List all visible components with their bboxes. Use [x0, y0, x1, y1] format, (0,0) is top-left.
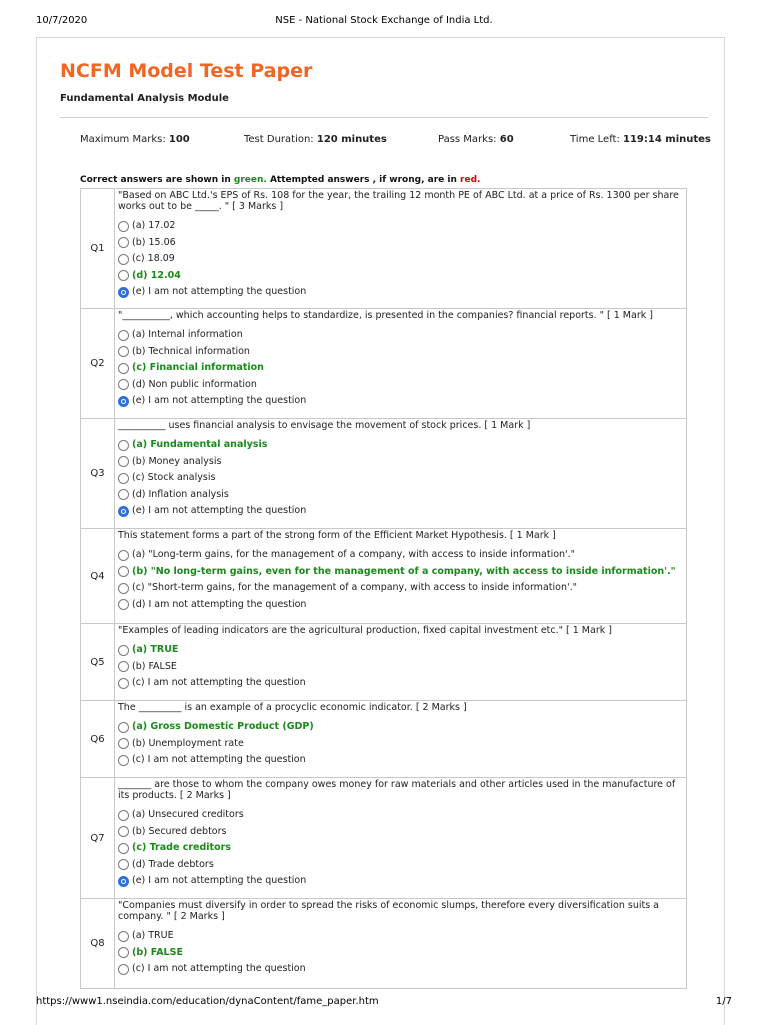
radio-button[interactable]: [118, 566, 129, 577]
radio-button[interactable]: [118, 489, 129, 500]
question-text: _______ are those to whom the company owes money for raw materials and other articles used in the manufacture of its products. [ 2 Marks ]: [118, 779, 676, 801]
radio-button[interactable]: [118, 583, 129, 594]
pass-marks: Pass Marks: 60: [438, 134, 514, 145]
question-body: [115, 899, 687, 989]
print-page-title: NSE - National Stock Exchange of India Ltd.: [275, 15, 493, 26]
option-label: (a) 17.02: [132, 220, 176, 231]
question-row: [81, 529, 687, 624]
answer-option[interactable]: [118, 719, 682, 736]
option-label: (b) Technical information: [132, 345, 250, 357]
option-label: (a) Internal information: [132, 329, 243, 340]
answer-option[interactable]: [118, 945, 682, 962]
question-number: Q8: [81, 899, 115, 989]
option-label: (c) 18.09: [132, 253, 175, 264]
question-row: [81, 309, 687, 419]
answer-option[interactable]: [118, 659, 682, 676]
answer-option[interactable]: [118, 961, 682, 978]
max-marks: Maximum Marks: 100: [80, 134, 190, 145]
radio-button[interactable]: [118, 473, 129, 484]
option-label: (c) I am not attempting the question: [132, 963, 306, 974]
question-text: "__________, which accounting helps to standardize, is presented in the companies? financial reports. " [ 1 Mark ]: [118, 310, 653, 321]
radio-button[interactable]: [118, 254, 129, 265]
answer-option[interactable]: [118, 873, 682, 890]
radio-button[interactable]: [118, 363, 129, 374]
answer-option[interactable]: [118, 642, 682, 659]
answer-option[interactable]: [118, 251, 682, 268]
option-label: (d) 12.04: [132, 269, 181, 281]
option-label: (b) FALSE: [132, 946, 183, 958]
radio-button[interactable]: [118, 550, 129, 561]
answer-option[interactable]: [118, 752, 682, 769]
answer-option[interactable]: [118, 235, 682, 252]
answer-option[interactable]: [118, 393, 682, 410]
answer-option[interactable]: [118, 840, 682, 857]
question-body: [115, 419, 687, 529]
question-row: [81, 419, 687, 529]
question-number: Q4: [81, 529, 115, 624]
option-label: (d) Trade debtors: [132, 858, 214, 870]
option-label: (c) Financial information: [132, 362, 264, 373]
question-text: This statement forms a part of the strong form of the Efficient Market Hypothesis. [ 1 Mark ]: [118, 530, 556, 541]
radio-button[interactable]: [118, 456, 129, 467]
radio-button[interactable]: [118, 379, 129, 390]
answer-option[interactable]: [118, 218, 682, 235]
option-label: (c) Stock analysis: [132, 472, 216, 483]
option-label: (e) I am not attempting the question: [132, 286, 307, 297]
radio-button[interactable]: [118, 876, 129, 887]
radio-button[interactable]: [118, 661, 129, 672]
radio-button[interactable]: [118, 346, 129, 357]
test-duration: Test Duration: 120 minutes: [244, 134, 387, 145]
answer-option[interactable]: [118, 580, 682, 597]
option-label: (b) "No long-term gains, even for the management of a company, with access to inside information'.": [132, 565, 676, 577]
answer-option[interactable]: [118, 675, 682, 692]
answer-option[interactable]: [118, 824, 682, 841]
option-label: (a) "Long-term gains, for the management of a company, with access to inside information'.": [132, 549, 576, 560]
option-label: (a) TRUE: [132, 644, 179, 655]
answer-option[interactable]: [118, 437, 682, 454]
option-label: (d) Inflation analysis: [132, 488, 229, 500]
radio-button[interactable]: [118, 330, 129, 341]
time-left: Time Left: 119:14 minutes: [570, 134, 711, 145]
question-row: [81, 624, 687, 701]
option-label: (e) I am not attempting the question: [132, 505, 307, 516]
radio-button[interactable]: [118, 599, 129, 610]
answer-option[interactable]: [118, 377, 682, 394]
option-label: (e) I am not attempting the question: [132, 395, 307, 406]
answer-option[interactable]: [118, 597, 682, 614]
page-title: NCFM Model Test Paper: [60, 60, 313, 82]
answer-option[interactable]: [118, 807, 682, 824]
radio-button[interactable]: [118, 396, 129, 407]
radio-button[interactable]: [118, 722, 129, 733]
question-text: "Examples of leading indicators are the agricultural production, fixed capital investment etc." [ 1 Mark ]: [118, 625, 612, 636]
question-body: [115, 529, 687, 624]
answer-option[interactable]: [118, 454, 682, 471]
module-subtitle: Fundamental Analysis Module: [60, 93, 229, 104]
question-number: Q7: [81, 778, 115, 899]
radio-button[interactable]: [118, 859, 129, 870]
answer-option[interactable]: [118, 284, 682, 301]
radio-button[interactable]: [118, 221, 129, 232]
option-label: (a) Gross Domestic Product (GDP): [132, 721, 314, 732]
print-url: https://www1.nseindia.com/education/dynaContent/fame_paper.htm: [36, 996, 379, 1007]
radio-button[interactable]: [118, 678, 129, 689]
radio-button[interactable]: [118, 810, 129, 821]
divider: [60, 117, 708, 118]
option-label: (b) Unemployment rate: [132, 737, 244, 749]
answer-option[interactable]: [118, 503, 682, 520]
option-label: (c) I am not attempting the question: [132, 677, 306, 688]
question-row: [81, 899, 687, 989]
questions-table: [80, 188, 687, 989]
option-label: (a) Unsecured creditors: [132, 809, 244, 820]
radio-button[interactable]: [118, 843, 129, 854]
answer-option[interactable]: [118, 360, 682, 377]
question-row: [81, 701, 687, 778]
print-header: [36, 15, 732, 29]
option-label: (d) I am not attempting the question: [132, 598, 307, 610]
question-body: [115, 189, 687, 309]
option-label: (a) TRUE: [132, 930, 174, 941]
question-row: [81, 189, 687, 309]
option-label: (b) Money analysis: [132, 455, 222, 467]
answer-option[interactable]: [118, 564, 682, 581]
answer-option[interactable]: [118, 268, 682, 285]
option-label: (e) I am not attempting the question: [132, 875, 307, 886]
answer-option[interactable]: [118, 736, 682, 753]
radio-button[interactable]: [118, 440, 129, 451]
option-label: (d) Non public information: [132, 378, 257, 390]
option-label: (b) FALSE: [132, 660, 177, 672]
radio-button[interactable]: [118, 947, 129, 958]
radio-button[interactable]: [118, 931, 129, 942]
answer-option[interactable]: [118, 857, 682, 874]
question-row: [81, 778, 687, 899]
answer-legend: Correct answers are shown in green. Attempted answers , if wrong, are in red.: [80, 175, 481, 185]
question-text: __________ uses financial analysis to envisage the movement of stock prices. [ 1 Mark ]: [118, 420, 531, 431]
answer-option[interactable]: [118, 344, 682, 361]
print-footer: [36, 996, 732, 1010]
option-label: (c) Trade creditors: [132, 842, 231, 853]
option-label: (a) Fundamental analysis: [132, 439, 268, 450]
option-label: (b) 15.06: [132, 236, 176, 248]
radio-button[interactable]: [118, 645, 129, 656]
option-label: (c) I am not attempting the question: [132, 754, 306, 765]
radio-button[interactable]: [118, 270, 129, 281]
question-number: Q5: [81, 624, 115, 701]
page-number: 1/7: [715, 996, 732, 1007]
radio-button[interactable]: [118, 964, 129, 975]
radio-button[interactable]: [118, 237, 129, 248]
question-number: Q2: [81, 309, 115, 419]
question-body: [115, 624, 687, 701]
radio-button[interactable]: [118, 287, 129, 298]
answer-option[interactable]: [118, 470, 682, 487]
option-label: (c) "Short-term gains, for the management of a company, with access to inside information'.": [132, 582, 577, 593]
question-text: "Companies must diversify in order to spread the risks of economic slumps, therefore every diversification suits a company. " [ 2 Marks ]: [118, 900, 659, 922]
question-body: [115, 309, 687, 419]
radio-button[interactable]: [118, 826, 129, 837]
answer-option[interactable]: [118, 487, 682, 504]
question-body: [115, 778, 687, 899]
question-body: [115, 701, 687, 778]
question-number: Q6: [81, 701, 115, 778]
answer-option[interactable]: [118, 327, 682, 344]
question-text: "Based on ABC Ltd.'s EPS of Rs. 108 for the year, the trailing 12 month PE of ABC Ltd. at a price of Rs. 1300 per share works out to be _____. " [ 3 Marks ]: [118, 190, 679, 212]
print-date: 10/7/2020: [36, 15, 88, 26]
option-label: (b) Secured debtors: [132, 825, 227, 837]
answer-option[interactable]: [118, 928, 682, 945]
radio-button[interactable]: [118, 738, 129, 749]
question-number: Q1: [81, 189, 115, 309]
question-number: Q3: [81, 419, 115, 529]
radio-button[interactable]: [118, 755, 129, 766]
answer-option[interactable]: [118, 547, 682, 564]
question-text: The _________ is an example of a procyclic economic indicator. [ 2 Marks ]: [118, 702, 467, 713]
radio-button[interactable]: [118, 506, 129, 517]
